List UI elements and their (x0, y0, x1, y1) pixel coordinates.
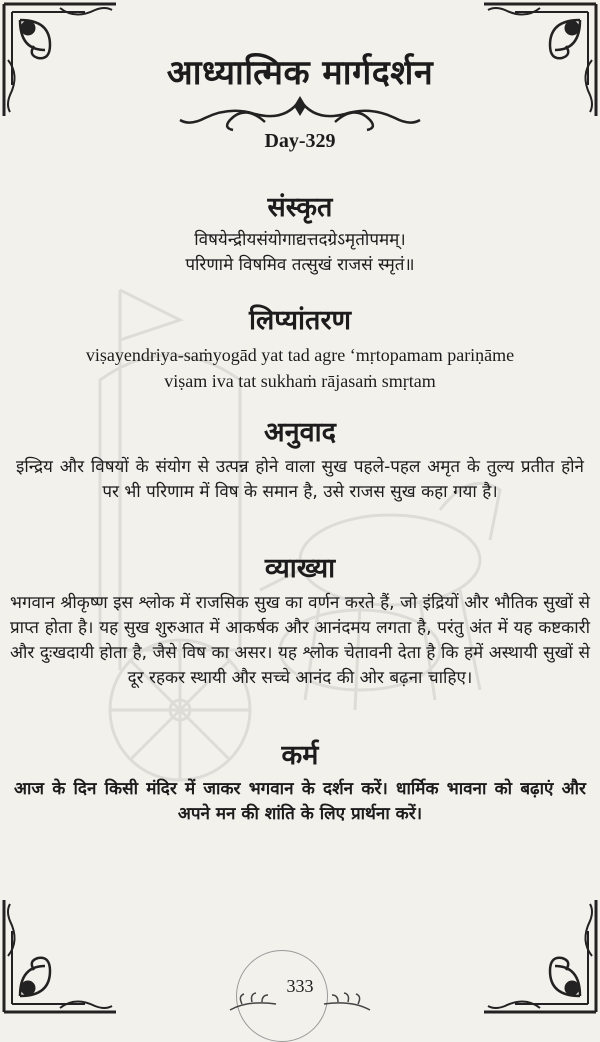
corner-ornament-icon (0, 896, 120, 1016)
explanation-heading: व्याख्या (264, 553, 336, 584)
leaf-sprig-icon (228, 990, 278, 1012)
translation-heading: अनुवाद (264, 417, 336, 448)
sanskrit-verse (20, 228, 580, 278)
flourish-divider-icon (175, 92, 425, 132)
sanskrit-heading: संस्कृत (267, 192, 333, 223)
sanskrit-line: परिणामे विषमिव तत्सुखं राजसं स्मृतं॥ (185, 255, 415, 275)
action-heading: कर्म (281, 740, 319, 771)
transliteration-text (14, 342, 586, 394)
day-label: Day-329 (264, 130, 336, 152)
sanskrit-line: विषयेन्द्रीयसंयोगाद्यत्तदग्रेऽमृतोपमम्। (194, 230, 406, 250)
explanation-paragraph: भगवान श्रीकृष्ण इस श्लोक में राजसिक सुख का वर्णन करते हैं, जो इंद्रियों और भौतिक सुखों से प्राप्त होता है। यह सुख शुरुआत में आकर्षक और आनंदमय लगता है, परंतु अंत में यह कष्टकारी और दुःखदायी होता है, जैसे विष का असर। यह श्लोक चेतावनी देता है कि हमें अस्थायी सुखों से दूर रहकर स्थायी और सच्चे आनंद की ओर बढ़ना चाहिए। (10, 593, 590, 688)
page-number: 333 (286, 976, 314, 996)
transliteration-heading: लिप्यांतरण (248, 305, 352, 336)
corner-ornament-icon (480, 896, 600, 1016)
action-paragraph: आज के दिन किसी मंदिर में जाकर भगवान के दर्शन करें। धार्मिक भावना को बढ़ाएं और अपने मन की शांति के लिए प्रार्थना करें। (14, 779, 586, 824)
translation-paragraph: इन्द्रिय और विषयों के संयोग से उत्पन्न होने वाला सुख पहले-पहल अमृत के तुल्य प्रतीत होने पर भी परिणाम में विष के समान है, उसे राजस सुख कहा गया है। (16, 457, 584, 502)
transliteration-line: viṣayendriya-saṁyogād yat tad agre ‘mṛtopamam pariṇāme (85, 345, 515, 365)
leaf-sprig-icon (322, 990, 372, 1012)
page-title: आध्यात्मिक मार्गदर्शन (166, 53, 434, 93)
transliteration-line: viṣam iva tat sukhaṁ rājasaṁ smṛtam (164, 371, 436, 391)
